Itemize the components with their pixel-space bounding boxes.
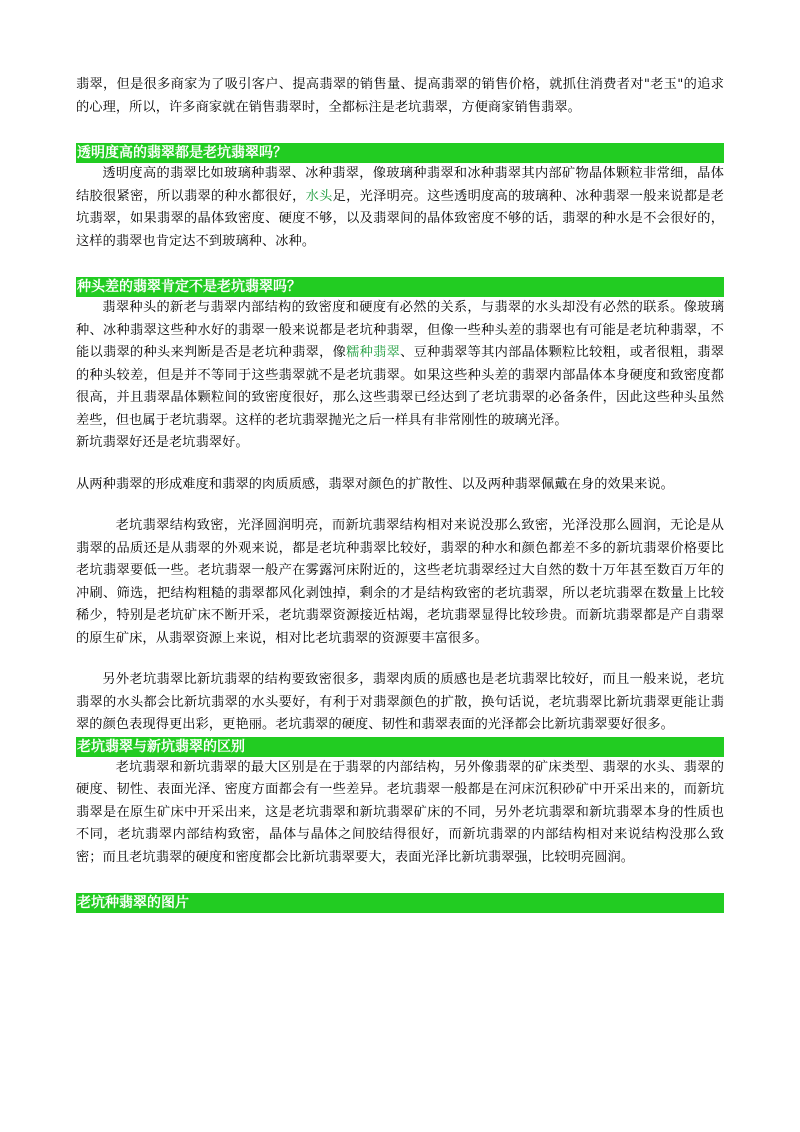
nuozhong-link[interactable]: 糯种翡翠 — [346, 345, 401, 360]
comparison-aspects: 从两种翡翠的形成难度和翡翠的肉质质感，翡翠对颜色的扩散性、以及两种翡翠佩戴在身的效果来说。 — [76, 476, 674, 492]
comparison-question: 新坑翡翠好还是老坑翡翠好。 — [76, 435, 249, 450]
section-heading-transparency: 透明度高的翡翠都是老坑翡翠吗？ — [76, 143, 724, 163]
article-body — [76, 74, 724, 913]
transparency-text-a: 透明度高的翡翠比如玻璃种翡翠、冰种翡翠，像玻璃种翡翠和冰种翡翠其内部矿物晶体颗粒非常细，晶体结胶很紧密，所以翡翠的种水都很好， — [76, 166, 724, 204]
zhongtou-paragraph — [76, 297, 724, 432]
old-pit-structure-paragraph: 老坑翡翠结构致密，光泽圆润明亮，而新坑翡翠结构相对来说没那么致密，光泽没那么圆润，无论是从翡翠的品质还是从翡翠的外观来说，都是老坑种翡翠比较好，翡翠的种水和颜色都差不多的新坑翡翠价格要比老坑翡翠要低一些。老坑翡翠一般产在雾露河床附近的，这些老坑翡翠经过大自然的数十万年甚至数百万年的冲刷、筛选，把结构粗糙的翡翠都风化剥蚀掉，剩余的才是结构致密的老坑翡翠，所以老坑翡翠在数量上比较稀少，特别是老坑矿床不断开采，老坑翡翠资源接近枯竭，老坑翡翠显得比较珍贵。而新坑翡翠都是产自翡翠的原生矿床，从翡翠资源上来说，相对比老坑翡翠的资源要丰富很多。 — [76, 518, 724, 646]
shuitou-link[interactable]: 水头 — [305, 188, 333, 204]
section-heading-pictures: 老坑种翡翠的图片 — [76, 893, 724, 913]
intro-paragraph: 翡翠，但是很多商家为了吸引客户、提高翡翠的销售量、提高翡翠的销售价格，就抓住消费者对"老玉"的追求的心理，所以，许多商家就在销售翡翠时，全都标注是老坑翡翠，方便商家销售翡翠。 — [76, 77, 724, 115]
transparency-text-b: 足，光泽明亮。这些透明度高的玻璃种、冰种翡翠一般来说都是老坑翡翠，如果翡翠的晶体致密度、硬度不够，以及翡翠间的晶体致密度不够的话，翡翠的种水是不会很好的，这样的翡翠也肯定达不到玻璃种、冰种。 — [76, 188, 724, 249]
zhongtou-text-b: 、豆种翡翠等其内部晶体颗粒比较粗，或者很粗，翡翠的种头较差，但是并不等同于这些翡翠就不是老坑翡翠。如果这些种头差的翡翠内部晶体本身硬度和致密度都很高，并且翡翠晶体颗粒间的致密度很好，那么这些翡翠已经达到了老坑翡翠的必备条件，因此这些种头虽然差些，但也属于老坑翡翠。这样的老坑翡翠抛光之后一样具有非常刚性的玻璃光泽。 — [76, 345, 725, 428]
zhongtou-text-a: 翡翠种头的新老与翡翠内部结构的致密度和硬度有必然的关系，与翡翠的水头却没有必然的联系。像玻璃种、冰种翡翠这些种水好的翡翠一般来说都是老坑种翡翠，但像一些种头差的翡翠也有可能是老坑种翡翠，不能以翡翠的种头来判断是否是老坑种翡翠，像 — [76, 300, 724, 360]
section-heading-zhongtou: 种头差的翡翠肯定不是老坑翡翠吗？ — [76, 277, 724, 297]
old-pit-quality-paragraph: 另外老坑翡翠比新坑翡翠的结构要致密很多，翡翠肉质的质感也是老坑翡翠比较好，而且一般来说，老坑翡翠的水头都会比新坑翡翠的水头要好，有利于对翡翠颜色的扩散，换句话说，老坑翡翠比新坑翡翠更能让翡翠的颜色表现得更出彩，更艳丽。老坑翡翠的硬度、韧性和翡翠表面的光泽都会比新坑翡翠要好很多。 — [76, 672, 724, 732]
difference-paragraph: 老坑翡翠和新坑翡翠的最大区别是在于翡翠的内部结构，另外像翡翠的矿床类型、翡翠的水头、翡翠的硬度、韧性、表面光泽、密度方面都会有一些差异。老坑翡翠一般都是在河床沉积砂矿中开采出来的，而新坑翡翠是在原生矿床中开采出来，这是老坑翡翠和新坑翡翠矿床的不同，另外老坑翡翠和新坑翡翠本身的性质也不同，老坑翡翠内部结构致密，晶体与晶体之间胶结得很好，而新坑翡翠的内部结构相对来说结构没那么致密；而且老坑翡翠的硬度和密度都会比新坑翡翠要大，表面光泽比新坑翡翠强，比较明亮圆润。 — [76, 759, 724, 865]
section-heading-difference: 老坑翡翠与新坑翡翠的区别 — [76, 737, 724, 757]
transparency-paragraph — [76, 163, 724, 253]
